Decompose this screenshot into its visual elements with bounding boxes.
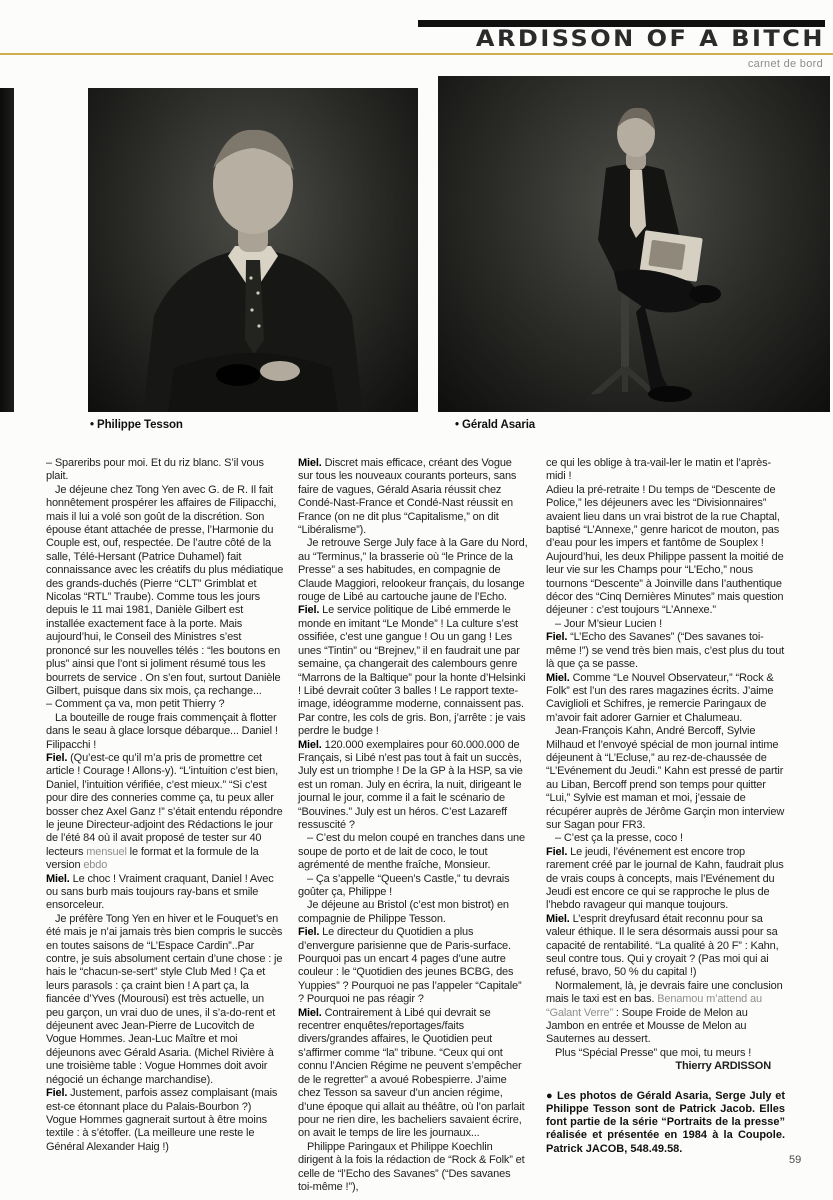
paragraph-lead: Fiel. (46, 751, 71, 764)
accent-divider (0, 53, 833, 55)
paragraph-lead: Miel. (298, 738, 325, 751)
paragraph: Miel. 120.000 exemplaires pour 60.000.000 de Français, si Libé n’est pas tout à fait un succès, July est un triomphe ! De la GP à la HSP, sa vie est un roman. July en écrira, la nuit, dirigeant le journal le jour, comme il a fait le scénario de “Bouvines.” July est un héros. C’est Lazareff ressuscité ? (298, 738, 523, 831)
paragraph: – C’est du melon coupé en tranches dans une soupe de porto et de lait de coco, le tout agrémenté de menthe fraîche, Monsieur. (298, 832, 525, 872)
paragraph: Je déjeune au Bristol (c’est mon bistrot) en compagnie de Philippe Tesson. (298, 899, 509, 925)
page-edge-bleed (0, 88, 14, 412)
caption-philippe-tesson: • Philippe Tesson (90, 419, 183, 431)
paragraph-lead: Miel. (298, 1006, 325, 1019)
photo-gerald-asaria (438, 76, 830, 412)
paragraph-lead: Miel. (46, 872, 73, 885)
paragraph: – Spareribs pour moi. Et du riz blanc. S’il vous plait. (46, 457, 264, 483)
paragraph: Fiel. Le service politique de Libé emmerde le monde en imitant “Le Monde” ! La culture s’est ossifiée, c’est une gangue ! Ou un gang ! Les unes “Tintin” ou “Brejnev,” il en faudrait une par semaine, ça changerait des calembours genre “Marrons de la Baltique” pour la honte d’Helsinki ! Libé devrait coûter 3 balles ! Le rapport texte-image, idéogramme moderne, connaissent pas. Par contre, les cols de gris. Bon, j’arrête : je vais perdre le budge ! (298, 604, 526, 738)
text-column-2 (298, 457, 528, 1194)
paragraph: Adieu la pré-retraite ! Du temps de “Descente de Police,” les déjeuners avec les “Divisionnaires” avaient lieu dans un vrai bistrot de la rue Chaptal, baptisé “L’Annexe,” genre haricot de mouton, pas d’eau pour les impers et fantôme de Souplex ! Aujourd’hui, les deux Philippe passent la moitié de leur vie sur les Champs pour “L’Echo,” nous tournons “Descente” à Joinville dans l’authentique décor des “Cinq Dernières Minutes” mais question déjeuner : c’est toujours “L’Annexe.” (546, 483, 784, 617)
text-column-3 (546, 457, 785, 1194)
paragraph: ce qui les oblige à tra-vail-ler le matin et l’après-midi ! (546, 457, 771, 483)
article-body (46, 457, 785, 1194)
paragraph: Miel. Discret mais efficace, créant des Vogue sur tous les nouveaux courants porteurs, sans faire de vagues, Gérald Asaria réussit chez Condé-Nast-France et Condé-Nast réussit en France (on ne dit plus “Capitalisme,” on dit “Libéralisme”). (298, 457, 517, 537)
paragraph: – Ça s’appelle “Queen’s Castle,” tu devrais goûter ça, Philippe ! (298, 872, 510, 898)
section-subtitle: carnet de bord (747, 58, 823, 70)
paragraph-lead: Miel. (298, 457, 325, 469)
paragraph-lead: Miel. (546, 912, 573, 925)
paragraph: Fiel. “L’Echo des Savanes” (“Des savanes toi-même !”) se vend très bien mais, c’est plus du tout là que ça se passe. (546, 631, 785, 671)
paragraph: Je déjeune chez Tong Yen avec G. de R. Il fait honnêtement prospérer les affaires de Filipacchi, mais il lui a volé son goût de la discrétion. Son épouse étant attachée de presse, l’Harmonie du Couple est, ouf, respectée. De l’autre côté de la salle, Télé-Hersant (Patrice Duhamel) fait connaissance avec les créatifs du plus médiatique des grands-duchés (Pierre “CLT” Grimblat et Nicolas “RTL” Traube). Comme tous les jours depuis le 11 mai 1981, Danièle Gilbert est installée exactement face à la porte. Mais aujourd’hui, le Conseil des Ministres s’est prononcé sur les nouvelles télés : “les boutons en plus” ainsi que l’ont si joliment résumé tous les bourrets de service . On s’en fout, surtout Danièle Gilbert, puisque dans six mois, ça rechange... (46, 483, 284, 697)
page-title: ARDISSON OF A BITCH (475, 26, 825, 52)
text-column-1 (46, 457, 284, 1194)
paragraph: Fiel. Justement, parfois assez complaisant (mais est-ce étonnant place du Palais-Bourbon ?) Vogue Hommes gagnerait surtout à être moins textile : à s’étoffer. (La meilleure une reste le Général Alexander Haig !) (46, 1087, 278, 1153)
paragraph: Philippe Paringaux et Philippe Koechlin dirigent à la fois la rédaction de “Rock & Folk” et celle de “l’Echo des Savanes” (“Des savanes toi-même !”), (298, 1140, 525, 1193)
paragraph-lead: Miel. (546, 671, 573, 684)
faded-text: mensuel (86, 845, 127, 858)
caption-gerald-asaria: • Gérald Asaria (455, 419, 536, 431)
paragraph: Jean-François Kahn, André Bercoff, Sylvie Milhaud et l’envoyé spécial de mon journal intime déjeunent à “L’Ecluse,” au rez-de-chaussée de “L’Evénement du Jeudi.” Kahn est pressé de partir au Liban, Bercoff prend son temps pour quitter “Lui,” Sylvie est maman et moi, j’essaie de récupérer auprès de Jérôme Garçin mon interview sur Sagan pour FR3. (546, 725, 785, 831)
paragraph: Normalement, là, je devrais faire une conclusion mais le taxi est en bas. Benamou m’attend au “Galant Verre” : Soupe Froide de Melon au Jambon en entrée et Mousse de Melon au Sauternes au dessert. (546, 979, 783, 1046)
paragraph: Fiel. Le directeur du Quotidien a plus d’envergure parisienne que de Paris-surface. Pourquoi pas un encart 4 pages d’une autre couleur : le “Quotidien des jeunes BCBG, des Yuppies” ? Pourquoi ne pas l’appeler “Capitale” ? Pourquoi ne pas réagir ? (298, 926, 522, 1006)
paragraph: Miel. Contrairement à Libé qui devrait se recentrer enquêtes/reportages/faits divers/grandes affaires, le Quotidien peut s’affirmer comme “la” tribune. “Ceux qui ont connu l’Ancien Régime ne peuvent s’empêcher de le regretter” a avoué Robespierre. J’aime chez Tesson sa saveur d’un ancien régime, d’une époque qui allait au théâtre, où l’on parlait pour ne rien dire, les bacheliers savaient écrire, on avait le temps de lire les journaux... (298, 1006, 525, 1140)
paragraph: – Jour M’sieur Lucien ! (555, 617, 663, 630)
photo-philippe-tesson (88, 88, 418, 412)
portrait-silhouette (438, 76, 830, 412)
paragraph-lead: Fiel. (546, 845, 571, 858)
paragraph: Miel. L’esprit dreyfusard était reconnu pour sa valeur éthique. Il le sera désormais aussi pour sa capacité de rentabilité. “La qualité à 20 F” : Kahn, seul contre tous. Qui y croyait ? (Pas moi qui ai refusé, bravo, 50 % du capital !) (546, 912, 779, 979)
paragraph: – C’est ça la presse, coco ! (555, 832, 683, 845)
paragraph: Miel. Comme “Le Nouvel Observateur,” “Rock & Folk” est l’un des rares magazines écrits. J’aime Caviglioli et Schifres, je remercie Paringaux de m’avoir fait adorer Garnier et Chalumeau. (546, 671, 774, 724)
signature: Thierry ARDISSON (675, 1060, 771, 1073)
paragraph-lead: Fiel. (298, 926, 323, 939)
paragraph: – Comment ça va, mon petit Thierry ? (46, 698, 225, 711)
paragraph: Plus “Spécial Presse” que moi, tu meurs ! (555, 1046, 752, 1059)
page-number: 59 (789, 1154, 802, 1166)
paragraph-lead: Fiel. (298, 604, 323, 617)
paragraph-lead: Fiel. (546, 631, 571, 644)
paragraph-lead: Fiel. (46, 1087, 71, 1100)
paragraph: Fiel. (Qu’est-ce qu’il m’a pris de promettre cet article ! Courage ! Allons-y). “L’intuition c’est bien, Daniel, l’intuition vérifiée, c’est mieux.” “Si c’est pour dire des conneries comme ça, tu peux aller bosser chez Axel Ganz !” s’était entendu répondre le jeune Directeur-adjoint des Rédactions le jour de l’été 84 où il avait proposé de tester sur 40 lecteurs mensuel le format et la formule de la version ebdo (46, 751, 283, 872)
paragraph: Miel. Le choc ! Vraiment craquant, Daniel ! Avec ou sans burb mais toujours ray-bans et smile ensorceleur. (46, 872, 274, 912)
faded-text: Benamou m’attend au “Galant Verre” (546, 993, 762, 1019)
photo-credit-note: ● Les photos de Gérald Asaria, Serge July et Philippe Tesson sont de Patrick Jacob. Elles font partie de la série “Portraits de la presse” réalisée et présentée en 1984 à la Coupole. Patrick JACOB, 548.49.58. (546, 1089, 785, 1155)
paragraph: Je retrouve Serge July face à la Gare du Nord, au “Terminus,” la brasserie où “le Prince de la Presse” a ses habitudes, en compagnie de Claude Maggiori, relookeur français, du losange rouge de Libé au cartouche jaune de l’Echo. (298, 537, 528, 604)
portrait-silhouette (88, 88, 418, 412)
paragraph: Fiel. Le jeudi, l’événement est encore trop rarement créé par le journal de Kahn, faudrait plus de vrais coups à concepts, mais l’Evénement du Jeudi est encore ce qui se rapproche le plus de l’hebdo ravageur qui manque toujours. (546, 845, 784, 912)
paragraph: Je préfère Tong Yen en hiver et le Fouquet’s en été mais je n’ai jamais très bien compris le succès en toutes saisons de “L’Espace Cardin”..Par contre, je suis absolument certain d’une chose : je hais le “chacun-se-sert” style Club Med ! Ça et leurs parasols : ça craint bien ! A part ça, la fiancée d’Yves (Mourousi) est très actuelle, un peu garçon, un vrai duo de unes, il s’a-do-rent et déjeunent avec Jean-Pierre de Lucovitch de Vogue Hommes. Jean-Luc Maître et moi déjeunons avec Gérald Asaria. (Michel Rivière à une troisième table : Vogue Hommes doit avoir négocié un échange marchandise). (46, 912, 283, 1086)
faded-text: ebdo (83, 859, 108, 872)
paragraph: La bouteille de rouge frais commençait à flotter dans le seau à glace lorsque débarque... Daniel ! Filipacchi ! (46, 711, 278, 751)
